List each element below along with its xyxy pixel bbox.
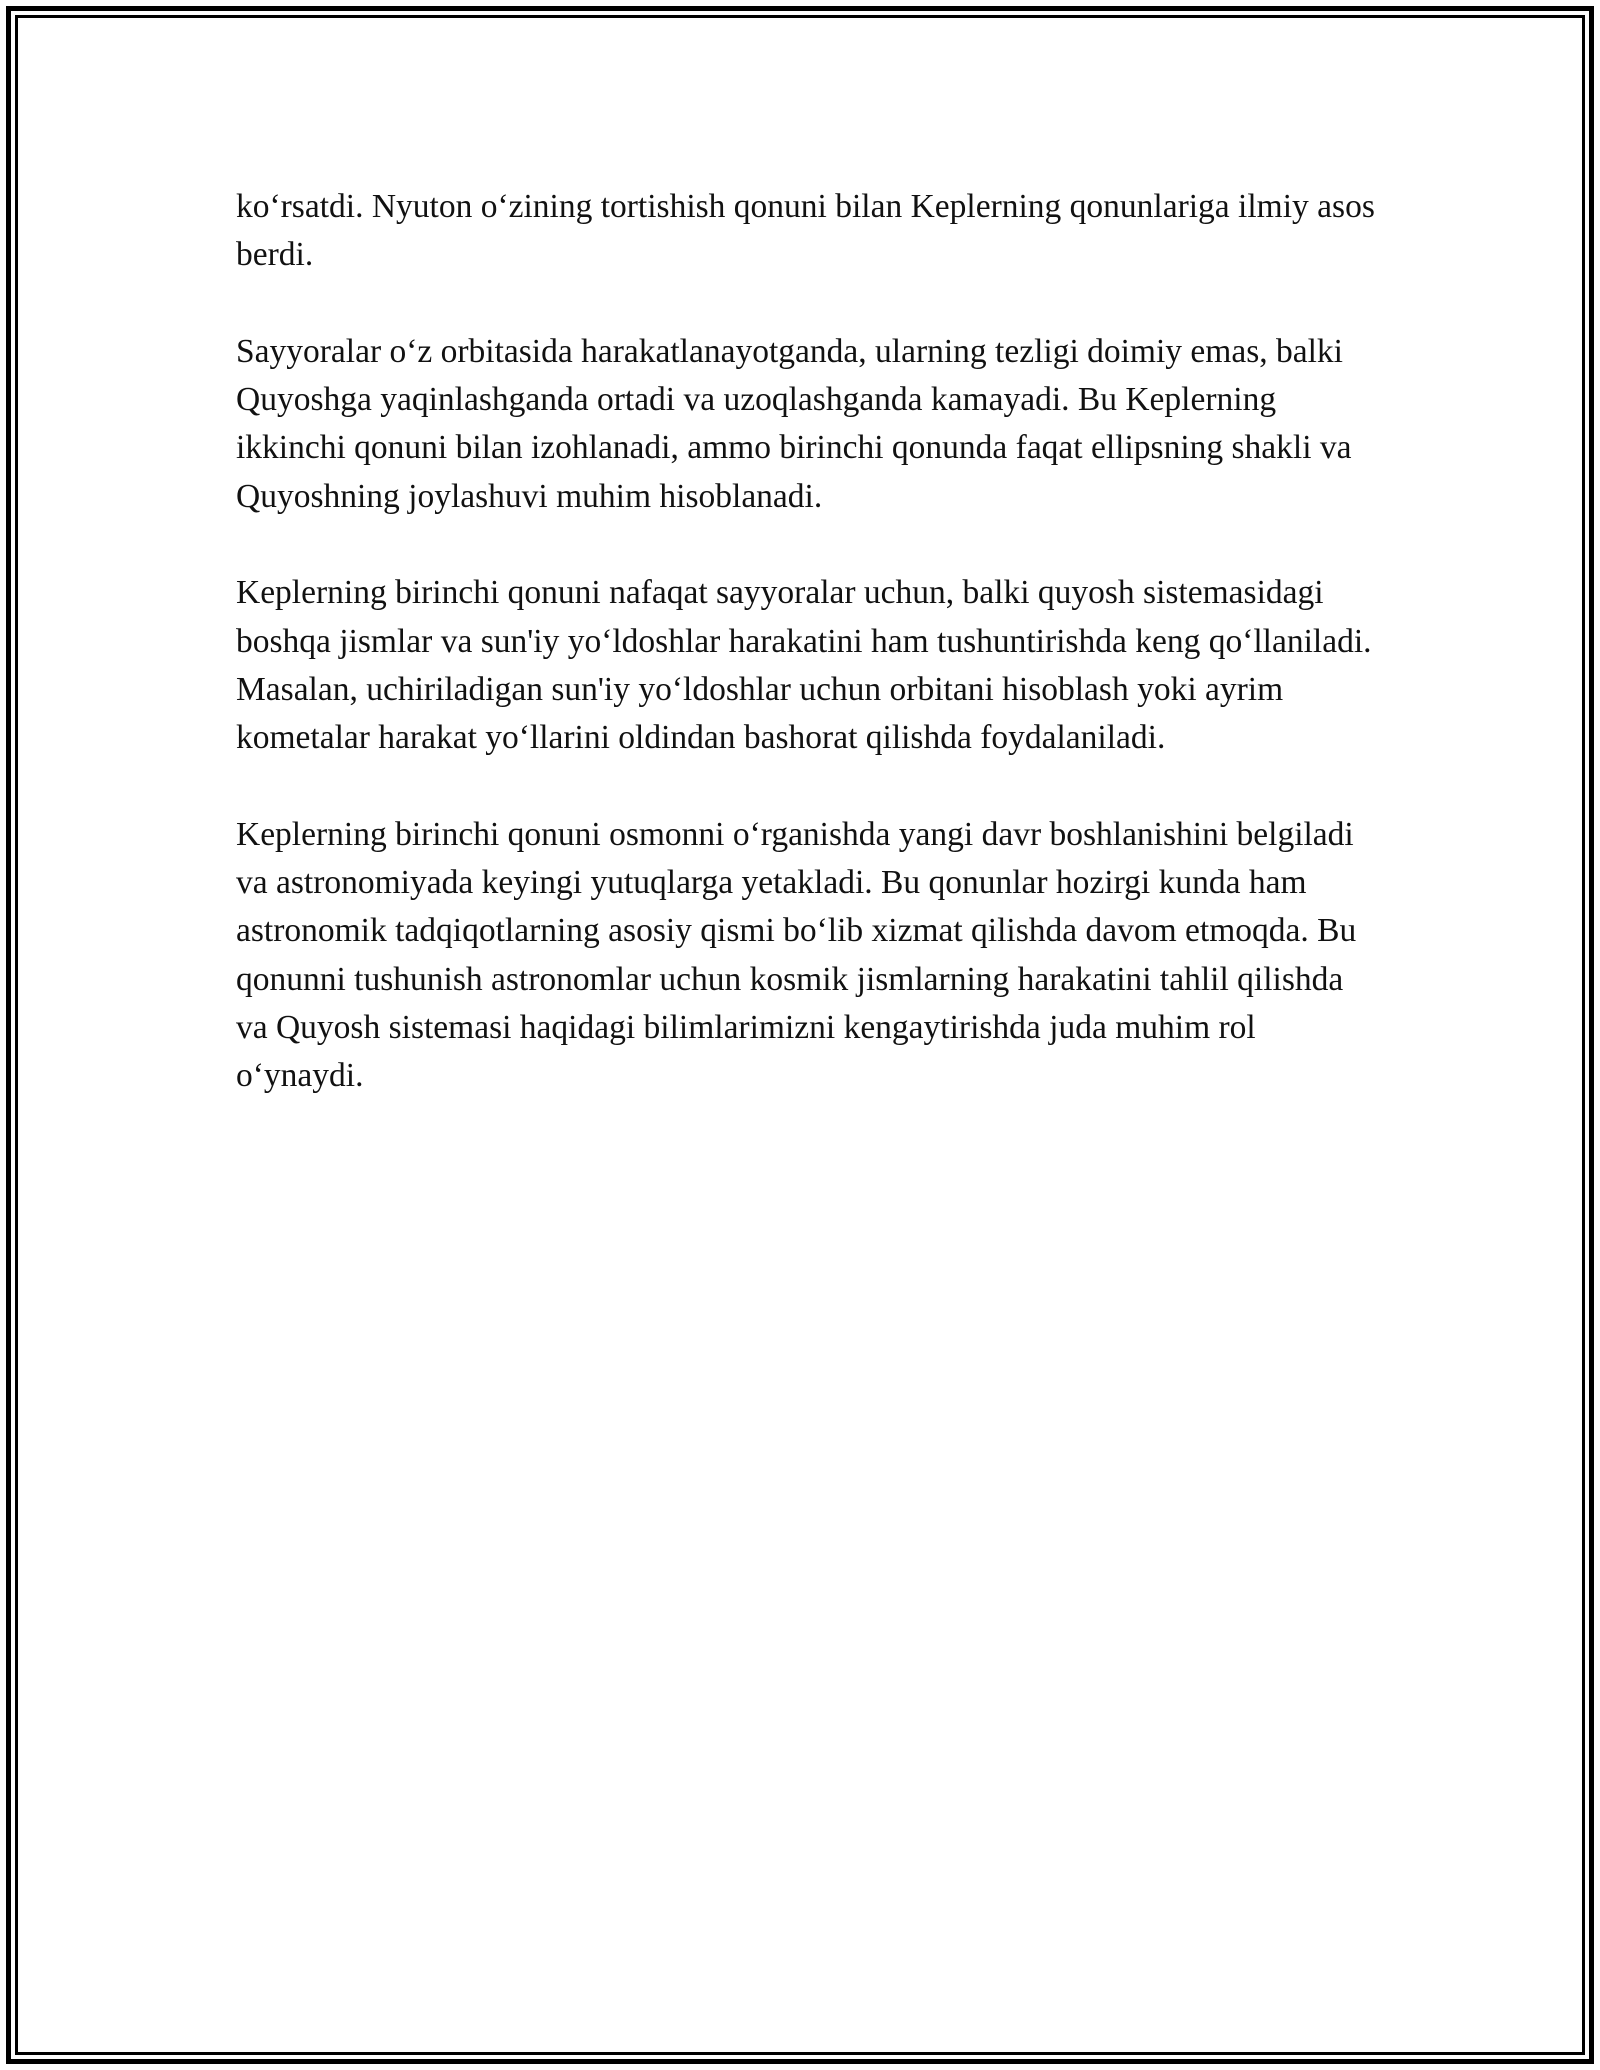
paragraph-3: Keplerning birinchi qonuni nafaqat sayyoralar uchun, balki quyosh sistemasidagi boshqa jismlar va sun'iy yo‘ldoshlar harakatini ham tushuntirishda keng qo‘llaniladi. Masalan, uchiriladigan sun'iy yo‘ldoshlar uchun orbitani hisoblash yoki ayrim kometalar harakat yo‘llarini oldindan bashorat qilishda foydalaniladi. (236, 574, 1372, 757)
paragraph-1: ko‘rsatdi. Nyuton o‘zining tortishish qonuni bilan Keplerning qonunlariga ilmiy asos berdi. (236, 188, 1375, 274)
paragraph-4: Keplerning birinchi qonuni osmonni o‘rganishda yangi davr boshlanishini belgiladi va astronomiyada keyingi yutuqlarga yetakladi. Bu qonunlar hozirgi kunda ham astronomik tadqiqotlarning asosiy qismi bo‘lib xizmat qilishda davom etmoqda. Bu qonunni tushunish astronomlar uchun kosmik jismlarning harakatini tahlil qilishda va Quyosh sistemasi haqidagi bilimlarimizni kengaytirishda juda muhim rol o‘ynaydi. (236, 815, 1357, 1095)
document-body (236, 183, 1376, 1149)
paragraph-2: Sayyoralar o‘z orbitasida harakatlanayotganda, ularning tezligi doimiy emas, balki Quyoshga yaqinlashganda ortadi va uzoqlashganda kamayadi. Bu Keplerning ikkinchi qonuni bilan izohlanadi, ammo birinchi qonunda faqat ellipsning shakli va Quyoshning joylashuvi muhim hisoblanadi. (236, 332, 1352, 515)
